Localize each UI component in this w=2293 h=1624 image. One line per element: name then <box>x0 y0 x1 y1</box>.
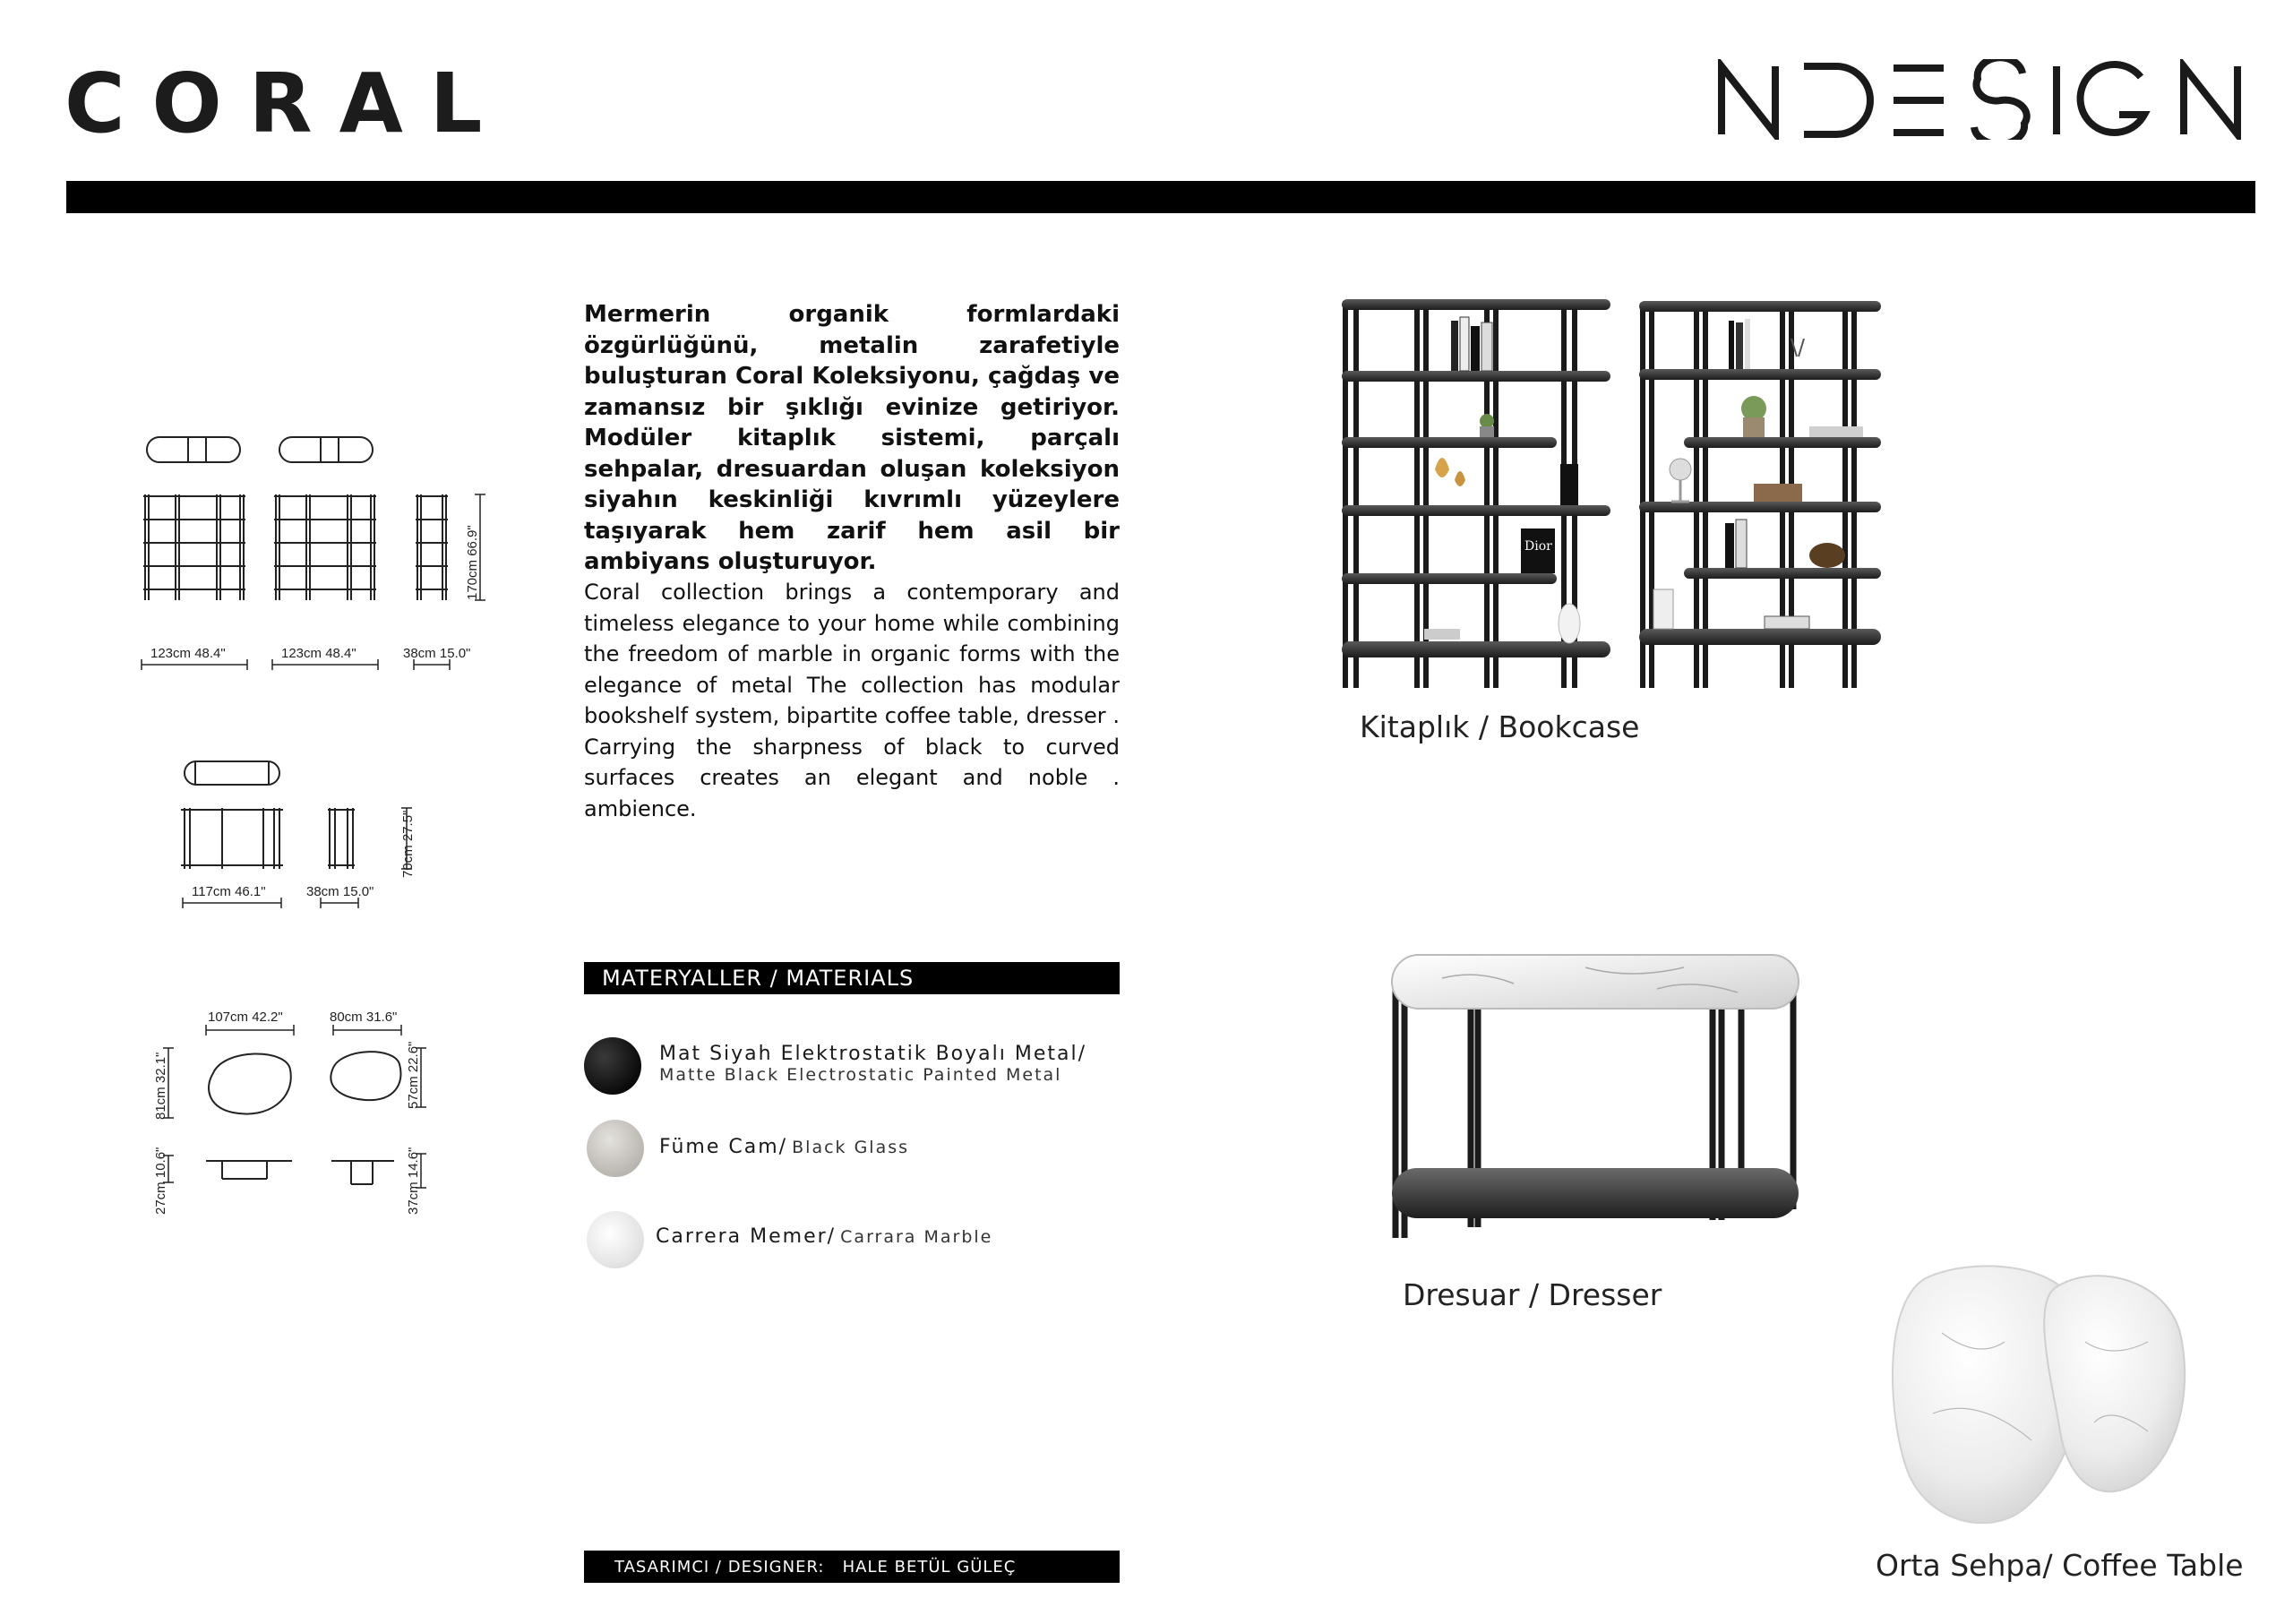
dim-coffee-d1: 81cm 32.1" <box>153 1052 168 1120</box>
dresser-caption: Dresuar / Dresser <box>1403 1277 1662 1312</box>
material-sublabel: Black Glass <box>792 1138 910 1157</box>
dresser-image <box>1388 942 1818 1247</box>
dim-coffee-h2: 37cm 14.6" <box>406 1147 421 1215</box>
material-label: Mat Siyah Elektrostatik Boyalı Metal/ <box>659 1043 1086 1065</box>
dim-dresser-d: 38cm 15.0" <box>306 884 374 899</box>
book-title: Dior <box>1524 539 1552 554</box>
dim-dresser-h: 70cm 27.5" <box>400 810 416 878</box>
swatch-black-glass <box>587 1120 644 1177</box>
designer-bar <box>584 1551 1120 1583</box>
description-english: Coral collection brings a contemporary and timeless elegance to your home while combining the freedom of marble in organic forms with the elegance of metal The collection has modular bookshelf system, bipartite coffee table, dresser . Carrying the sharpness of black to curved surfaces creates an elegant and noble . ambience. <box>584 580 1120 821</box>
dim-dresser-w: 117cm 46.1" <box>192 884 266 899</box>
brand-title: CORAL <box>64 56 510 151</box>
dim-coffee-d2: 57cm 22.6" <box>406 1041 421 1109</box>
material-item-metal <box>659 1043 1086 1085</box>
dim-bookcase-w2: 123cm 48.4" <box>281 646 356 661</box>
swatch-carrara-marble <box>587 1211 644 1268</box>
description-turkish: Mermerin organik formlardaki özgürlüğünü, metalin zarafetiyle buluşturan Coral Koleksiyonu, çağdaş ve zamansız bir şıklığı evinize getiriyor. Modüler kitaplık sistemi, parçalı sehpalar, dresuardan oluşan koleksiyon siyahın keskinliği kıvrımlı yüzeylere taşıyarak hem zarif hem asil bir ambiyans oluşturuyor. <box>584 301 1120 575</box>
technical-drawings <box>134 421 493 1236</box>
material-label: Carrera Memer/ <box>656 1225 837 1248</box>
material-item-marble <box>656 1225 992 1248</box>
dim-bookcase-h: 170cm 66.9" <box>465 525 480 600</box>
bookcase-image <box>1335 294 1908 697</box>
coffee-table-image <box>1888 1252 2202 1530</box>
dim-coffee-h1: 27cm 10.6" <box>153 1147 168 1215</box>
coffee-table-caption: Orta Sehpa/ Coffee Table <box>1876 1548 2244 1583</box>
dim-bookcase-w1: 123cm 48.4" <box>150 646 226 661</box>
designer-credit: TASARIMCI / DESIGNER: HALE BETÜL GÜLEÇ <box>614 1558 1017 1577</box>
materials-heading-bar <box>584 962 1120 994</box>
header-divider <box>66 181 2255 213</box>
ndesign-logo <box>1718 59 2255 140</box>
material-sublabel: Carrara Marble <box>840 1227 993 1247</box>
materials-heading: MATERYALLER / MATERIALS <box>602 966 915 991</box>
material-label: Füme Cam/ <box>659 1136 788 1158</box>
material-sublabel: Matte Black Electrostatic Painted Metal <box>659 1065 1062 1085</box>
material-item-glass <box>659 1136 909 1158</box>
swatch-matte-black-metal <box>584 1037 641 1095</box>
dim-coffee-w2: 80cm 31.6" <box>330 1010 398 1025</box>
dim-coffee-w1: 107cm 42.2" <box>208 1010 283 1025</box>
bookcase-caption: Kitaplık / Bookcase <box>1360 709 1640 744</box>
dim-bookcase-d: 38cm 15.0" <box>403 646 471 661</box>
